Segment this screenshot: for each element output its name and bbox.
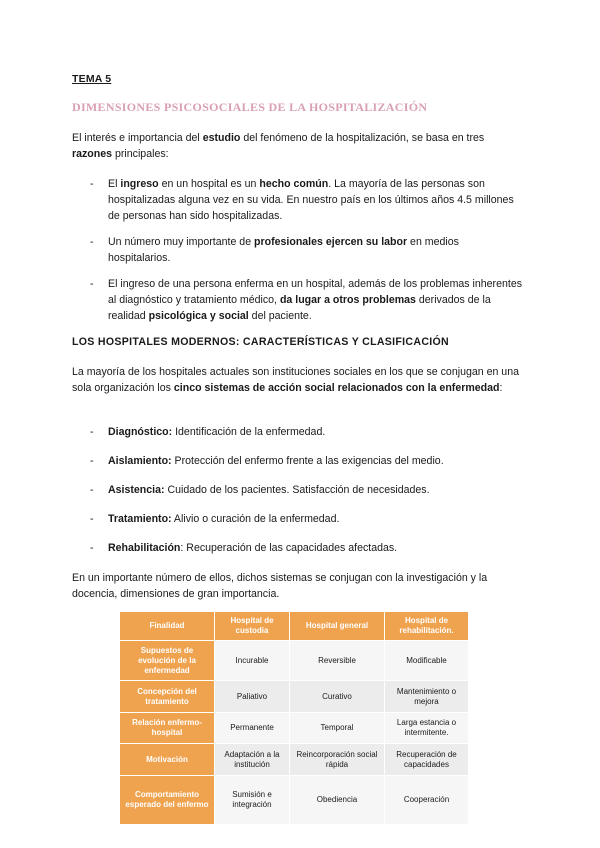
system-term: Tratamiento:	[108, 513, 172, 525]
table-header: Finalidad	[120, 612, 215, 641]
reason-bold: da lugar a otros problemas	[279, 294, 416, 306]
table-row	[120, 744, 469, 776]
reason-text: en medios hospitalarios.	[108, 236, 459, 264]
reason-text: El ingreso de una persona enferma en un hospital, además de los problemas inherentes al diagnóstico y tratamiento médico,	[108, 278, 523, 306]
list-item-reason-2	[108, 234, 524, 266]
list-dash: -	[90, 513, 94, 525]
system-desc: Alivio o curación de la enfermedad.	[171, 513, 340, 525]
list-item-diagnostico	[108, 424, 524, 440]
table-cell: Obediencia	[290, 776, 385, 825]
reason-bold: psicológica y social	[148, 310, 249, 322]
section-intro-paragraph	[72, 364, 524, 396]
section-intro-text: La mayoría de los hospitales actuales son instituciones sociales en los que se conjugan en una sola organización los	[72, 366, 519, 394]
table-cell: Temporal	[290, 713, 385, 744]
reason-text: del paciente.	[248, 310, 312, 322]
section-intro-text: :	[499, 382, 503, 394]
table-header: Hospital de custodia	[215, 612, 290, 641]
system-desc: : Recuperación de las capacidades afectadas.	[180, 542, 398, 554]
closing-paragraph: En un importante número de ellos, dichos sistemas se conjugan con la investigación y la docencia, dimensiones de gran importancia.	[72, 572, 488, 600]
table-row	[120, 681, 469, 713]
list-dash: -	[90, 542, 94, 554]
reason-bold: profesionales ejercen su labor	[254, 236, 408, 248]
hospital-classification-table	[119, 611, 469, 825]
list-dash: -	[90, 455, 94, 467]
list-dash: -	[90, 278, 94, 290]
row-label: Concepción del tratamiento	[120, 681, 215, 713]
row-label: Supuestos de evolución de la enfermedad	[120, 641, 215, 681]
system-term: Asistencia:	[108, 484, 165, 496]
table-cell: Permanente	[215, 713, 290, 744]
topic-number: TEMA 5	[72, 73, 112, 85]
list-dash: -	[90, 236, 94, 248]
intro-text-2: del fenómeno de la hospitalización, se basa en tres	[240, 132, 485, 144]
list-item-aislamiento	[108, 453, 524, 469]
table-cell: Adaptación a la institución	[215, 744, 290, 776]
list-item-tratamiento	[108, 511, 524, 527]
intro-text-1: El interés e importancia del	[72, 132, 203, 144]
list-item-rehabilitacion	[108, 540, 524, 556]
table-cell: Reincorporación social rápida	[290, 744, 385, 776]
reason-bold: ingreso	[120, 178, 159, 190]
table-cell: Recuperación de capacidades	[385, 744, 469, 776]
intro-paragraph	[72, 130, 524, 162]
system-term: Rehabilitación	[108, 542, 181, 554]
table-header: Hospital general	[290, 612, 385, 641]
table-cell: Mantenimiento o mejora	[385, 681, 469, 713]
table-cell: Curativo	[290, 681, 385, 713]
system-desc: Protección del enfermo frente a las exigencias del medio.	[171, 455, 444, 467]
reason-text: . La mayoría de las personas son hospitalizadas alguna vez en su vida. En nuestro país en los últimos años 4.5 millones de personas han sido hospitalizadas.	[108, 178, 514, 222]
table-cell: Cooperación	[385, 776, 469, 825]
reason-text: Un número muy importante de	[108, 236, 255, 248]
intro-bold-1: estudio	[202, 132, 241, 144]
list-dash: -	[90, 426, 94, 438]
reason-text: en un hospital es un	[158, 178, 260, 190]
row-label: Comportamiento esperado del enfermo	[120, 776, 215, 825]
list-dash: -	[90, 484, 94, 496]
section-intro-bold: cinco sistemas de acción social relacionados con la enfermedad	[173, 382, 500, 394]
system-term: Diagnóstico:	[108, 426, 173, 438]
table-header: Hospital de rehabilitación.	[385, 612, 469, 641]
reason-text: El	[108, 178, 121, 190]
system-term: Aislamiento:	[108, 455, 172, 467]
table-row	[120, 641, 469, 681]
intro-text-3: principales:	[112, 148, 169, 160]
table-cell: Incurable	[215, 641, 290, 681]
section-heading: LOS HOSPITALES MODERNOS: CARACTERÍSTICAS Y CLASIFICACIÓN	[72, 336, 450, 348]
intro-bold-2: razones	[72, 148, 113, 160]
table-cell: Larga estancia o intermitente.	[385, 713, 469, 744]
table-row	[120, 713, 469, 744]
table-row	[120, 776, 469, 825]
list-item-asistencia	[108, 482, 524, 498]
row-label: Relación enfermo-hospital	[120, 713, 215, 744]
table-cell: Reversible	[290, 641, 385, 681]
page-title: DIMENSIONES PSICOSOCIALES DE LA HOSPITALIZACIÓN	[72, 100, 428, 114]
reason-bold: hecho común	[259, 178, 329, 190]
table-cell: Sumisión e integración	[215, 776, 290, 825]
reason-text: derivados de la realidad	[108, 294, 491, 322]
table-header-row	[120, 612, 469, 641]
list-item-reason-3	[108, 276, 524, 324]
system-desc: Identificación de la enfermedad.	[172, 426, 326, 438]
row-label: Motivación	[120, 744, 215, 776]
table-cell: Modificable	[385, 641, 469, 681]
list-dash: -	[90, 178, 94, 190]
table-cell: Paliativo	[215, 681, 290, 713]
list-item-reason-1	[108, 176, 524, 224]
system-desc: Cuidado de los pacientes. Satisfacción de necesidades.	[164, 484, 430, 496]
